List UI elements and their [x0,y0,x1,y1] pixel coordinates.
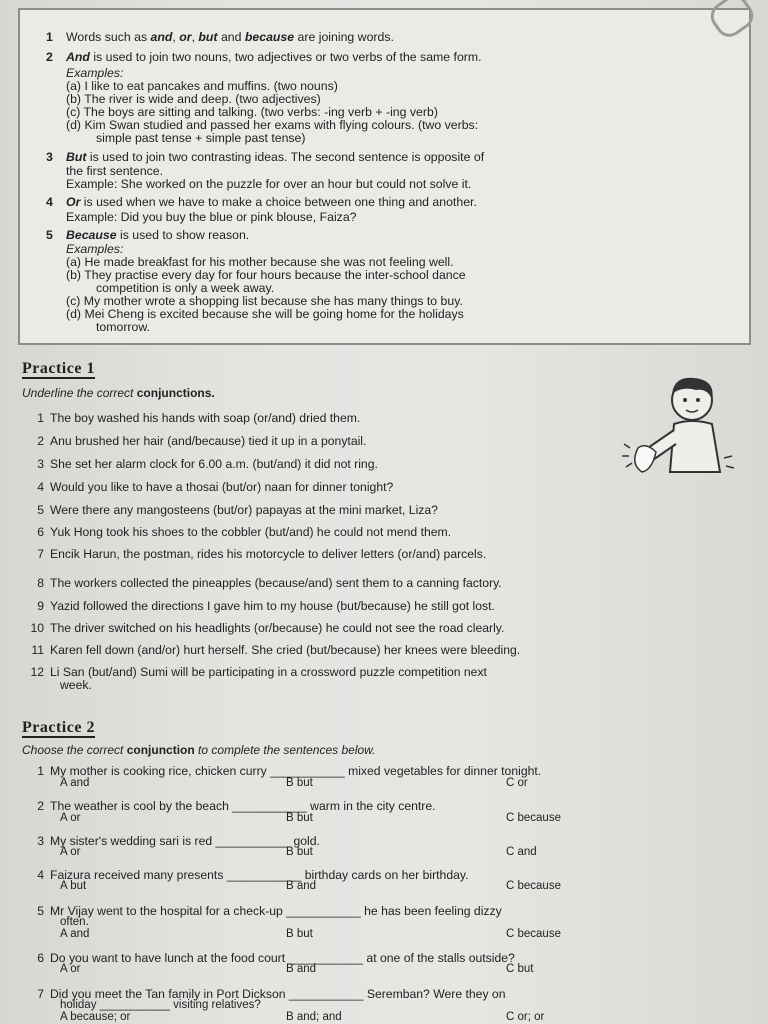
option-a[interactable]: A or [60,963,81,975]
example-line: (c) The boys are sitting and talking. (two verbs: -ing verb + -ing verb) [66,105,438,119]
examples-label: Examples: [66,66,124,80]
p1-question: 5 Were there any mangosteens (but/or) papayas at the mini market, Liza? [37,503,438,517]
practice-2-title: Practice 2 [22,719,95,736]
option-a[interactable]: A or [60,812,81,824]
option-c[interactable]: C or [506,777,528,789]
note-text: the first sentence. [66,164,164,178]
example-line: tomorrow. [96,320,150,334]
example-line: (b) They practise every day for four hours because the inter-school dance [66,268,466,282]
option-b[interactable]: B and [286,963,317,975]
example-line: competition is only a week away. [96,281,275,295]
practice-2-instruction: Choose the correct conjunction to complete the sentences below. [22,743,376,757]
p2-question: 3 My sister's wedding sari is red ___________ gold. [37,834,320,848]
p2-question: 5 Mr Vijay went to the hospital for a check-up ___________ he has been feeling dizzy [37,904,502,918]
example-line: (b) The river is wide and deep. (two adjectives) [66,92,321,106]
option-a[interactable]: A or [60,846,81,858]
example-line: Example: She worked on the puzzle for over an hour but could not solve it. [66,177,472,191]
p1-question: 9 Yazid followed the directions I gave him to my house (but/because) he still got lost. [37,599,495,613]
example-line: (d) Kim Swan studied and passed her exams with flying colours. (two verbs: [66,118,479,132]
p1-question: 8 The workers collected the pineapples (because/and) sent them to a canning factory. [37,576,502,590]
practice-1-instruction: Underline the correct conjunctions. [22,386,215,400]
examples-label: Examples: [66,242,124,256]
worksheet-page: 1 Words such as and, or, but and because are joining words. 2 And is used to join two nouns, two adjectives or two verbs of the same form. Examples: (a) I like to eat pancakes and muffins. (two nouns) (b) The river is wide and deep. (two adjectives) (c) The boys are sitting and talking. (two verbs: -ing verb + -ing verb) (d) Kim Swan studied and passed her exams with flying colours. (two verbs: simple past tense + simple past tense) 3 But is used to join two contrasting ideas. The second sentence is opposite of the first sentence. Example: She worked on the puzzle for over an hour but could not solve it. 4 Or is used when we have to make a choice between one thing and another. Example: Did you buy the blue or pink blouse, Faiza? 5 Because is used to show reason. Examples: (a) He made breakfast for his mother because she was not feeling well. (b) They practise every day for four hours because the inter-school dance competition is only a week away. (c) My mother wrote a shopping list because she has many things to buy. (d) Mei Cheng is excited because she will be going home for the holidays tomorrow. Practice 1 Underline the correct conjunctions. 1 The boy washed his hands with soap (or/and) dried them. 2 Anu brushed her hair (and/because) tied it up in a ponytail. 3 She set her alarm clock for 6.00 a.m. (but/and) it did not ring. 4 Would you like to have a thosai (but/or) naan for dinner tonight? 5 Were there any mangosteens (but/or) papayas at the mini market, Liza? 6 Yuk Hong took his shoes to the cobbler (but/and) he could not mend them. 7 Encik Harun, the postman, rides his motorcycle to deliver letters (or/and) parcels. 8 The workers collected the pineapples (because/and) sent them to a canning factory. 9 Yazid followed the directions I gave him to my house (but/because) he still got lost. 10 The driver switched on his headlights (or/because) he could not see the road clearly. 11 Karen fell down (and/or) hurt herself. She cried (but/because) her knees were bleeding. 12 Li San (but/and) Sumi will be participating in a crossword puzzle competition next week. Practice 2 Choose the correct conjunction to complete the sentences below. 1 My mother is cooking rice, chicken curry ___________ mixed vegetables for dinner tonight. A and B but C or 2 The weather is cool by the beach ___________ warm in the city centre. A or B but C because 3 My sister's wedding sari is red ___________ gold. A or B but C and 4 Faizura received many presents ___________ birthday cards on her birthday. A but B and C because 5 Mr Vijay went to the hospital for a check-up ___________ he has been feeling dizzy often. A and B but C because 6 Do you want to have lunch at the food court ___________ at one of the stalls outside? A or B and C but 7 Did you meet the Tan family in Port Dickson ___________ Seremban? Were they on holiday ___________ visiting relatives? A because; or B and; and C or; or [0,0,768,1024]
option-b[interactable]: B and; and [286,1011,342,1023]
p1-question: 2 Anu brushed her hair (and/because) tied it up in a ponytail. [37,434,367,448]
p1-question-continued: week. [60,678,92,692]
option-c[interactable]: C but [506,963,534,975]
option-a[interactable]: A and [60,928,90,940]
note-number: 1 [46,30,53,44]
option-c[interactable]: C or; or [506,1011,545,1023]
option-a[interactable]: A but [60,880,87,892]
example-line: (a) I like to eat pancakes and muffins. (two nouns) [66,79,338,93]
p1-question: 3 She set her alarm clock for 6.00 a.m. (but/and) it did not ring. [37,457,378,471]
p1-question: 12 Li San (but/and) Sumi will be participating in a crossword puzzle competition next [30,665,487,679]
option-b[interactable]: B but [286,812,313,824]
p1-question: 1 The boy washed his hands with soap (or/and) dried them. [37,411,361,425]
option-b[interactable]: B but [286,928,313,940]
note-text: Words such as and, or, but and because are joining words. [66,30,394,44]
example-line: (a) He made breakfast for his mother because she was not feeling well. [66,255,454,269]
option-c[interactable]: C because [506,880,561,892]
option-b[interactable]: B but [286,777,313,789]
option-c[interactable]: C and [506,846,537,858]
option-a[interactable]: A and [60,777,90,789]
example-line: Example: Did you buy the blue or pink blouse, Faiza? [66,210,357,224]
example-line: simple past tense + simple past tense) [96,131,306,145]
p1-question: 11 Karen fell down (and/or) hurt herself. She cried (but/because) her knees were bleeding. [31,643,521,657]
p1-question: 7 Encik Harun, the postman, rides his motorcycle to deliver letters (or/and) parcels. [37,547,487,561]
p2-question: 2 The weather is cool by the beach ___________ warm in the city centre. [37,799,436,813]
p2-question: 6 Do you want to have lunch at the food court ___________ at one of the stalls outside? [37,951,515,965]
option-c[interactable]: C because [506,812,561,824]
practice-1-title: Practice 1 [22,360,95,377]
option-b[interactable]: B but [286,846,313,858]
option-b[interactable]: B and [286,880,317,892]
example-line: (d) Mei Cheng is excited because she will be going home for the holidays [66,307,464,321]
p1-question: 10 The driver switched on his headlights (or/because) he could not see the road clearly. [30,621,505,635]
p2-question-continued: often. [60,916,89,928]
p2-question-continued: holiday ___________ visiting relatives? [60,999,261,1011]
option-c[interactable]: C because [506,928,561,940]
p2-question: 7 Did you meet the Tan family in Port Dickson ___________ Seremban? Were they on [37,987,506,1001]
p1-question: 6 Yuk Hong took his shoes to the cobbler (but/and) he could not mend them. [37,525,452,539]
p2-question: 1 My mother is cooking rice, chicken curry ___________ mixed vegetables for dinner tonight. [37,764,542,778]
boy-washing-hands-illustration [612,372,742,492]
option-a[interactable]: A because; or [60,1011,131,1023]
p1-question: 4 Would you like to have a thosai (but/or) naan for dinner tonight? [37,480,394,494]
p2-question: 4 Faizura received many presents ___________ birthday cards on her birthday. [37,868,469,882]
example-line: (c) My mother wrote a shopping list because she has many things to buy. [66,294,463,308]
